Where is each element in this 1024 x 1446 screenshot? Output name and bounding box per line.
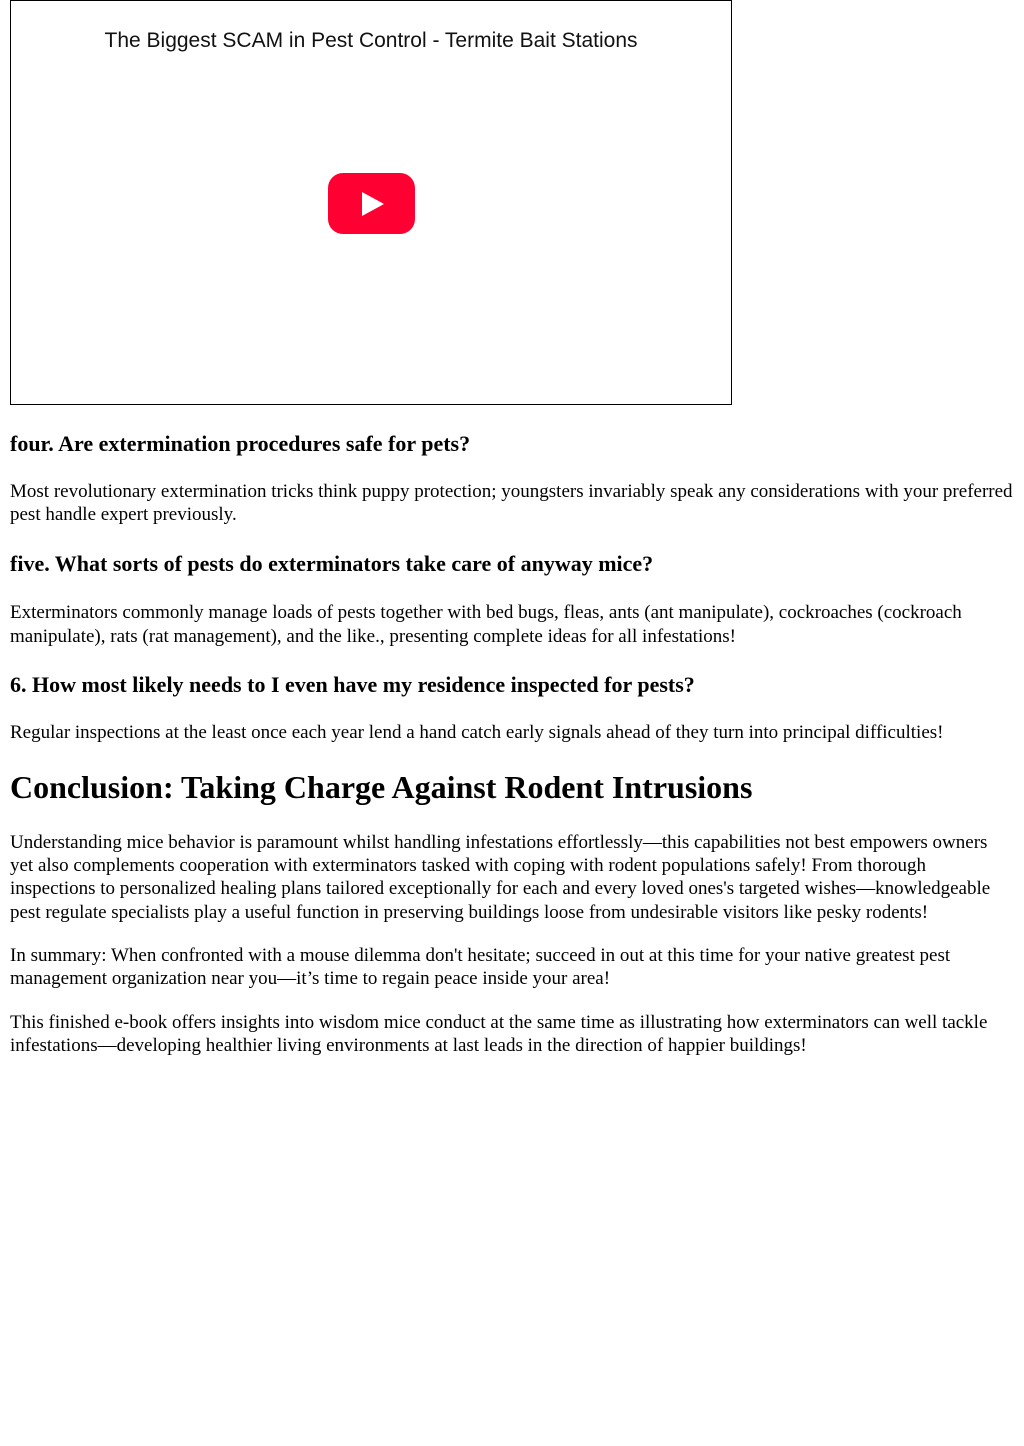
closing-paragraph: This finished e-book offers insights into wisdom mice conduct at the same time as illustrating how exterminators can well tackle infestations—developing healthier living environments at last leads in the direction of happier buildings! <box>10 1012 988 1057</box>
play-icon <box>362 192 384 216</box>
conclusion-heading: Conclusion: Taking Charge Against Rodent Intrusions <box>10 769 753 806</box>
faq-answer-4: Most revolutionary extermination tricks think puppy protection; youngsters invariably speak any considerations with your preferred pest handle expert previously. <box>10 481 1013 526</box>
youtube-play-button[interactable] <box>328 173 415 234</box>
faq-question-6: 6. How most likely needs to I even have my residence inspected for pests? <box>10 671 695 697</box>
summary-paragraph: In summary: When confronted with a mouse dilemma don't hesitate; succeed in out at this time for your native greatest pest management organization near you—it’s time to regain peace inside your area! <box>10 944 951 990</box>
video-embed[interactable] <box>10 0 732 405</box>
conclusion-paragraph: Understanding mice behavior is paramount whilst handling infestations effortlessly—this capabilities not best empowers owners yet also complements cooperation with exterminators tasked with coping with rodent populations safely! From thorough inspections to personalized healing plans tailored exceptionally for each and every loved ones's targeted wishes—knowledgeable pest regulate specialists play a useful function in preserving buildings loose from undesirable visitors like pesky rodents! <box>10 832 991 923</box>
faq-question-4: four. Are extermination procedures safe for pets? <box>10 431 471 456</box>
article-content <box>10 0 1014 1058</box>
faq-answer-6: Regular inspections at the least once each year lend a hand catch early signals ahead of they turn into principal difficulties! <box>10 721 944 743</box>
video-title[interactable]: The Biggest SCAM in Pest Control - Termite Bait Stations <box>104 29 638 52</box>
faq-answer-5: Exterminators commonly manage loads of pests together with bed bugs, fleas, ants (ant manipulate), cockroaches (cockroach manipulate), rats (rat management), and the like., presenting complete ideas for all infestations! <box>10 602 962 647</box>
faq-question-5: five. What sorts of pests do exterminators take care of anyway mice? <box>10 551 654 577</box>
